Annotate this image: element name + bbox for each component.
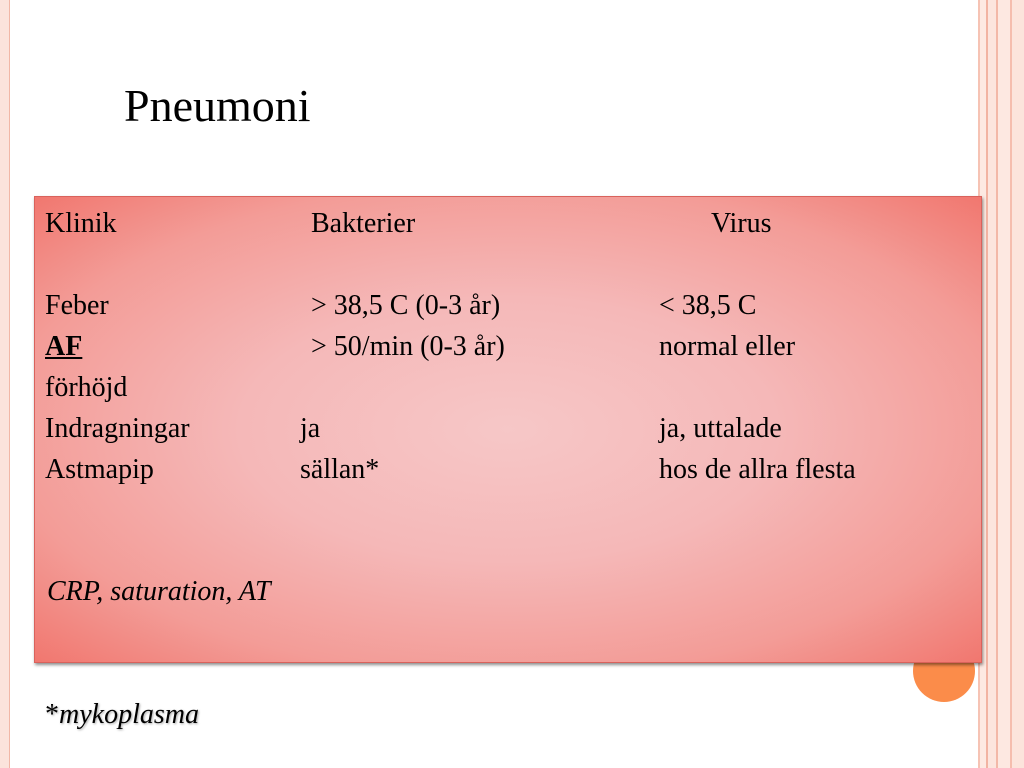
header-bakterier: Bakterier bbox=[311, 208, 416, 239]
row-bacteria-feber: > 38,5 C (0-3 år) bbox=[311, 290, 501, 321]
row-virus-indragningar: ja, uttalade bbox=[659, 413, 782, 444]
row-bacteria-astmapip: sällan* bbox=[300, 454, 380, 485]
footnote-star: * bbox=[45, 699, 59, 730]
row-bacteria-af: > 50/min (0-3 år) bbox=[311, 331, 505, 362]
left-frame-stripe bbox=[0, 0, 10, 768]
right-frame-stripes bbox=[976, 0, 1024, 768]
lab-tests-note: CRP, saturation, AT bbox=[47, 576, 271, 607]
header-klinik: Klinik bbox=[45, 208, 117, 239]
row-label-astmapip: Astmapip bbox=[45, 454, 154, 485]
row-wrap-forhojd: förhöjd bbox=[45, 372, 128, 403]
row-label-feber: Feber bbox=[45, 290, 109, 321]
row-virus-astmapip: hos de allra flesta bbox=[659, 454, 856, 485]
footnote bbox=[45, 698, 199, 732]
slide-title: Pneumoni bbox=[124, 80, 311, 131]
row-virus-af: normal eller bbox=[659, 331, 796, 362]
row-bacteria-indragningar: ja bbox=[300, 413, 321, 444]
row-virus-feber: < 38,5 C bbox=[659, 290, 757, 321]
header-virus: Virus bbox=[711, 208, 772, 239]
footnote-text: mykoplasma bbox=[59, 699, 199, 730]
row-label-af: AF bbox=[45, 331, 83, 362]
row-label-indragningar: Indragningar bbox=[45, 413, 190, 444]
